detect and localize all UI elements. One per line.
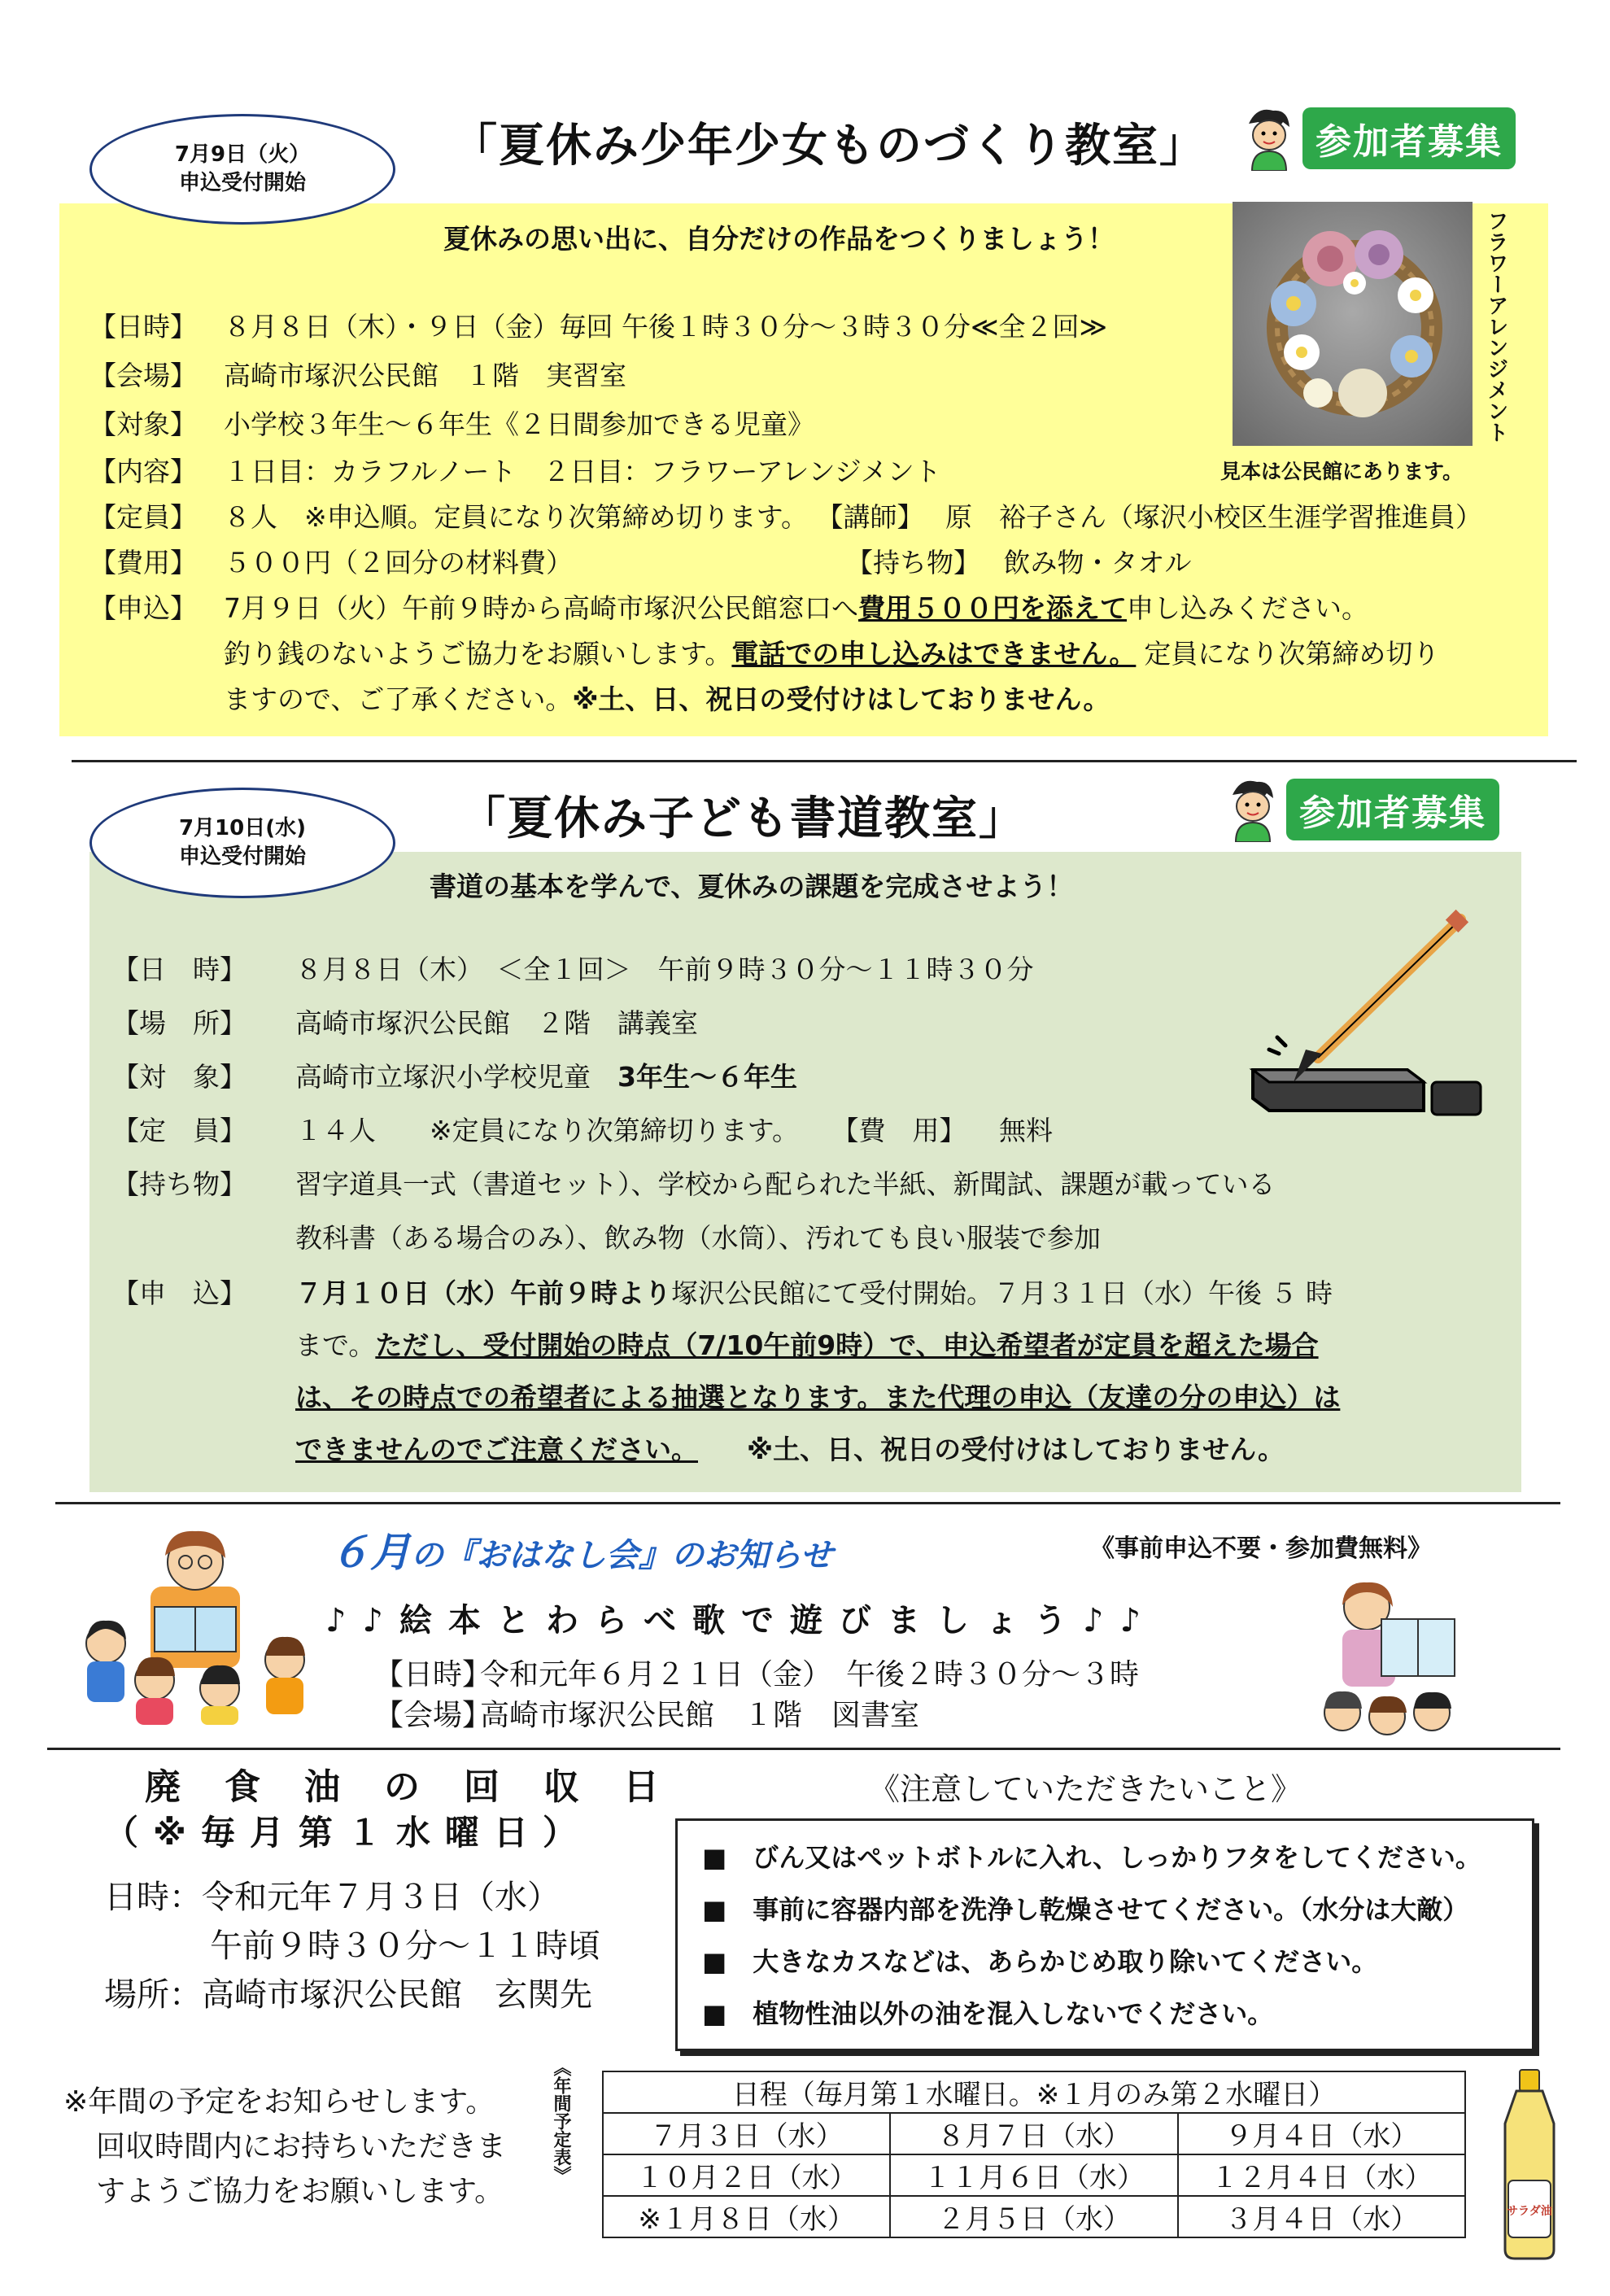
ohanashi-title: ６月の『おはなし会』のお知らせ: [329, 1529, 833, 1576]
photo-caption: 見本は公民館にあります。: [1220, 460, 1464, 483]
ohanashi-place-row: 【会場】高崎市塚沢公民館 １階 図書室: [374, 1699, 920, 1732]
caution-item: ■ びん又はペットボトルに入れ、しっかりフタをしてください。: [702, 1842, 1481, 1873]
event1-apply-row: 【申込】 7月９日（火）午前９時から高崎市塚沢公民館窓口へ費用５００円を添えて申し込みください。: [89, 592, 1368, 624]
annual-schedule-vertical-label: 《年間予定表》: [551, 2058, 571, 2184]
boy-mascot-icon: [1224, 777, 1281, 842]
recruit-badge-2: [1224, 777, 1499, 842]
event2-apply-line2: まで。ただし、受付開始の時点（7/10午前9時）で、申込希望者が定員を超えた場合: [295, 1329, 1319, 1361]
event1-venue-row: 【会場】 高崎市塚沢公民館 １階 実習室: [89, 360, 626, 391]
event2-bring-row: 【持ち物】 習字道具一式（書道セット）、学校から配られた半紙、新聞試、課題が載っている: [112, 1168, 1276, 1200]
table-row: [603, 2154, 1465, 2196]
oil-collection-title: 廃食油の回収日: [145, 1766, 703, 1808]
fee-label: 【費 用】: [831, 1115, 966, 1146]
application-start-badge-1: [89, 114, 395, 225]
event1-apply-line3: ますので、ご了承ください。※土、日、祝日の受付けはしておりません。: [224, 683, 1110, 715]
event2-apply-line3: は、その時点での希望者による抽選となります。また代理の申込（友達の分の申込）は: [295, 1382, 1341, 1413]
event1-apply-line2: 釣り銭のないようご協力をお願いします。電話での申し込みはできません。 定員になり次第締め切り: [224, 638, 1440, 670]
event1-datetime-row: 【日時】 ８月８日（木）・９日（金）毎回 午後１時３０分～３時３０分≪全２回≫: [89, 311, 1108, 343]
event1-capacity-row: 【定員】 ８人 ※申込順。定員になり次第締め切ります。 【講師】 原 裕子さん（塚沢小校区生涯学習推進員）: [89, 501, 1483, 533]
table-cell: １２月４日（水）: [1178, 2154, 1465, 2196]
event2-apply-line4: できませんのでご注意ください。 ※土、日、祝日の受付けはしておりません。: [295, 1434, 1285, 1465]
photo-side-label: フラワーアレンジメント: [1484, 210, 1508, 443]
badge-text: 申込受付開始: [178, 171, 306, 195]
section1-title: 「夏休み少年少女ものづくり教室」: [452, 120, 1206, 172]
event1-fee-row: 【費用】 ５００円（２回分の材料費）: [89, 547, 573, 578]
caution-heading: 《注意していただきたいこと》: [869, 1771, 1302, 1807]
recruit-label: 参加者募集: [1302, 107, 1516, 169]
reading-lady-illustration: [1318, 1574, 1464, 1737]
caution-box: [675, 1818, 1534, 2051]
teacher-label: 【講師】: [816, 501, 924, 533]
event1-content-row: 【内容】 １日目：カラフルノート ２日目：フラワーアレンジメント: [89, 456, 941, 487]
annual-note-2: 回収時間内にお持ちいただきま: [96, 2130, 507, 2163]
ohanashi-date-row: 【日時】令和元年６月２１日（金） 午後２時３０分～３時: [374, 1658, 1140, 1691]
teacher-value: 原 裕子さん（塚沢小校区生涯学習推進員）: [945, 501, 1483, 533]
section1-lead: 夏休みの思い出に、自分だけの作品をつくりましょう！: [443, 223, 1115, 255]
table-cell: ９月４日（水）: [1178, 2113, 1465, 2154]
oil-collection-subtitle: （※毎月第１水曜日）: [104, 1813, 591, 1853]
recruit-label: 参加者募集: [1286, 779, 1499, 840]
recruit-badge-1: [1241, 106, 1516, 171]
free-entry-note: 《事前申込不要・参加費無料》: [1090, 1534, 1432, 1563]
caution-item: ■ 大きなカスなどは、あらかじめ取り除いてください。: [702, 1946, 1378, 1977]
boy-mascot-icon: [1241, 106, 1298, 171]
event2-capacity-row: 【定 員】 １４人 ※定員になり次第締切ります。 【費 用】 無料: [112, 1115, 1054, 1146]
table-cell: ３月４日（水）: [1178, 2196, 1465, 2237]
fee-value: 無料: [999, 1115, 1054, 1146]
annual-schedule-table: [602, 2071, 1466, 2238]
badge-text: 申込受付開始: [178, 845, 306, 869]
divider-1: [72, 760, 1577, 762]
event1-target-row: 【対象】 小学校３年生～６年生《２日間参加できる児童》: [89, 408, 814, 440]
bring-label: 【持ち物】: [846, 547, 980, 578]
salad-oil-bottle-icon: [1489, 2067, 1570, 2262]
table-cell: １０月２日（水）: [603, 2154, 890, 2196]
ohanashi-subtitle: ♪♪絵本とわらべ歌で遊びましょう♪♪: [325, 1602, 1158, 1639]
event1-bring-row: [846, 547, 1192, 579]
event2-venue-row: 【場 所】 高崎市塚沢公民館 ２階 講義室: [112, 1007, 698, 1039]
calligraphy-brush-icon: [1245, 907, 1489, 1135]
event2-datetime-row: 【日 時】 ８月８日（木） ＜全１回＞ 午前９時３０分～１１時３０分: [112, 954, 1034, 985]
event2-target-row: 【対 象】 高崎市立塚沢小学校児童 3年生～６年生: [112, 1061, 797, 1093]
event2-apply-row: 【申 込】 ７月１０日（水）午前９時より塚沢公民館にて受付開始。７月３１日（水）午後 ５ 時: [112, 1277, 1333, 1309]
divider-2: [55, 1502, 1560, 1504]
section2-title: 「夏休み子ども書道教室」: [460, 792, 1026, 845]
annual-note-1: ※年間の予定をお知らせします。: [63, 2085, 495, 2119]
application-start-badge-2: [89, 788, 395, 898]
table-cell: ※１月８日（水）: [603, 2196, 890, 2237]
event2-bring-line2: 教科書（ある場合のみ）、飲み物（水筒）、汚れても良い服装で参加: [295, 1222, 1101, 1254]
badge-date: 7月10日(水): [178, 815, 307, 840]
badge-date: 7月9日（火）: [174, 142, 311, 167]
divider-3: [47, 1748, 1560, 1750]
table-header: 日程（毎月第１水曜日。※１月のみ第２水曜日）: [603, 2071, 1465, 2113]
storytelling-children-illustration: [77, 1521, 321, 1725]
table-row: [603, 2113, 1465, 2154]
caution-item: ■ 事前に容器内部を洗浄し乾燥させてください。（水分は大敵）: [702, 1894, 1469, 1925]
oil-date-line2: 午前９時３０分～１１時頃: [210, 1927, 600, 1965]
flower-wreath-photo: [1233, 202, 1473, 446]
caution-item: ■ 植物性油以外の油を混入しないでください。: [702, 1998, 1274, 2029]
bottle-label: サラダ油: [1507, 2205, 1552, 2218]
bring-value: 飲み物・タオル: [1003, 547, 1192, 578]
oil-date-line1: 日時：令和元年７月３日（水）: [104, 1879, 560, 1916]
oil-place-line: 場所：高崎市塚沢公民館 玄関先: [104, 1976, 592, 2014]
table-row: [603, 2196, 1465, 2237]
table-header-row: [603, 2071, 1465, 2113]
table-cell: ２月５日（水）: [890, 2196, 1177, 2237]
table-cell: ８月７日（水）: [890, 2113, 1177, 2154]
annual-note-3: すようご協力をお願いします。: [96, 2175, 504, 2208]
table-cell: １１月６日（水）: [890, 2154, 1177, 2196]
table-cell: ７月３日（水）: [603, 2113, 890, 2154]
section2-lead: 書道の基本を学んで、夏休みの課題を完成させよう！: [430, 871, 1074, 902]
